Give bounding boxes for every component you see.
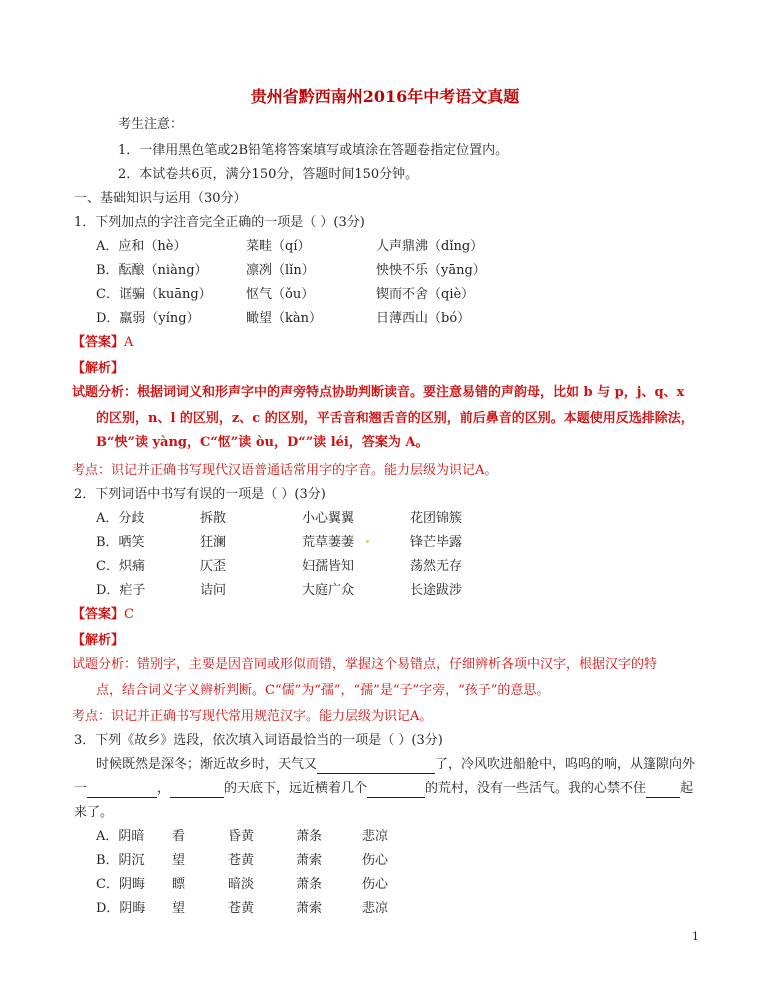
- q1-option-b-col1: B．酝酿（niàng）: [96, 263, 208, 278]
- q3-option-d-col2: 望: [172, 901, 186, 916]
- q2-analysis-label: 【解析】: [72, 633, 125, 648]
- q2-analysis-line-2: 点，结合词义字义辨析判断。C“儒”为“孺”，“孺”是“子”字旁，“孩子”的意思。: [96, 683, 550, 698]
- q2-option-a-col2: 拆散: [200, 511, 227, 526]
- notice-item-1: 1．一律用黑色笔或2B铅笔将答案填写或填涂在答题卷指定位置内。: [118, 143, 509, 158]
- q3-option-c-col2: 瞟: [172, 877, 186, 892]
- q3-option-c-col5: 伤心: [362, 877, 389, 892]
- q1-option-a-col2: 菜畦（qí）: [246, 239, 311, 254]
- q3-option-a-col3: 昏黄: [228, 829, 255, 844]
- q1-option-d-col3: 日薄西山（bó）: [376, 311, 471, 326]
- q2-option-c-col1: C．炽痛: [96, 559, 145, 574]
- q2-option-b-col3: 荒草萋萋: [302, 535, 355, 550]
- page-title: 贵州省黔西南州2016年中考语文真题: [250, 87, 520, 106]
- q3-passage-line-3: 来了。: [74, 805, 114, 820]
- q2-option-d-col3: 大庭广众: [302, 583, 355, 598]
- q2-option-a-col4: 花团锦簇: [410, 511, 463, 526]
- q3-option-b-col5: 伤心: [362, 853, 389, 868]
- q3-option-a-col2: 看: [172, 829, 186, 844]
- q3-option-b-col3: 苍黄: [228, 853, 255, 868]
- q2-option-d-col1: D．疟子: [96, 583, 146, 598]
- q2-option-a-col3: 小心翼翼: [302, 511, 355, 526]
- q1-option-c-col1: C．诓骗（kuāng）: [96, 287, 212, 302]
- q3-option-c-col4: 萧条: [296, 877, 323, 892]
- q3-option-b-col4: 萧索: [296, 853, 323, 868]
- q3-passage-text: 时候既然是深冬；渐近故乡时，天气又: [96, 757, 318, 772]
- q1-point: 考点：识记并正确书写现代汉语普通话常用字的字音。能力层级为识记A。: [72, 463, 498, 478]
- q1-analysis-label: 【解析】: [72, 361, 125, 376]
- q3-option-b-col2: 望: [172, 853, 186, 868]
- q2-option-d-col2: 诘问: [200, 583, 227, 598]
- question-1-stem: 1．下列加点的字注音完全正确的一项是（ ）(3分): [74, 215, 365, 230]
- q3-passage-text: 一: [74, 781, 88, 796]
- q3-blank-5: [646, 783, 680, 798]
- q1-answer-value: A: [124, 335, 134, 350]
- q2-option-d-col4: 长途跋涉: [410, 583, 463, 598]
- page-number: 1: [692, 930, 699, 943]
- q3-option-a-col4: 萧条: [296, 829, 323, 844]
- q2-option-c-col3: 妇孺皆知: [302, 559, 355, 574]
- q3-option-a-col5: 悲凉: [362, 829, 389, 844]
- q2-point: 考点：识记并正确书写现代常用规范汉字。能力层级为识记A。: [72, 709, 433, 724]
- q3-option-d-col5: 悲凉: [362, 901, 389, 916]
- q3-blank-3: [170, 783, 224, 798]
- q3-passage-line-2: [74, 780, 693, 798]
- q3-passage-line-1: [96, 756, 695, 774]
- q1-analysis-line-2: 的区别，n、l 的区别，z、c 的区别，平舌音和翘舌音的区别，前后鼻音的区别。本题使用反选排除法，: [96, 411, 694, 426]
- q1-analysis-line-3: B“怏”读 yàng，C“怄”读 òu，D“”读 léi，答案为 A。: [96, 435, 429, 450]
- q3-blank-2: [87, 783, 157, 798]
- q2-option-b-col4: 锋芒毕露: [410, 535, 463, 550]
- q3-blank-1: [317, 759, 435, 774]
- q3-passage-text: 的天底下，远近横着几个: [224, 781, 368, 796]
- q1-option-c-col2: 怄气（ǒu）: [246, 287, 315, 302]
- notice-heading: 考生注意：: [118, 117, 184, 132]
- section-heading: 一、基础知识与运用（30分）: [74, 191, 247, 206]
- notice-item-2: 2．本试卷共6页，满分150分，答题时间150分钟。: [118, 167, 419, 182]
- q2-option-a-col1: A．分歧: [96, 511, 145, 526]
- q3-option-c-col1: C．阴晦: [96, 877, 145, 892]
- q3-option-d-col1: D．阴晦: [96, 901, 146, 916]
- q3-passage-text: 起: [680, 781, 694, 796]
- q2-answer-value: C: [124, 607, 134, 622]
- q1-option-a-col1: A．应和（hè）: [96, 239, 187, 254]
- q3-passage-text: 了，冷风吹进船舱中，呜呜的响，从篷隙向外: [435, 757, 696, 772]
- q1-option-b-col2: 凛冽（lǐn）: [246, 263, 315, 278]
- q3-option-c-col3: 暗淡: [228, 877, 255, 892]
- q3-passage-text: ，: [157, 781, 171, 796]
- q2-option-b-col2: 狂澜: [200, 535, 227, 550]
- q2-option-c-col4: 荡然无存: [410, 559, 463, 574]
- q3-option-d-col4: 萧索: [296, 901, 323, 916]
- q3-blank-4: [367, 783, 425, 798]
- q1-option-d-col1: D．羸弱（yíng）: [96, 311, 200, 326]
- q3-option-d-col3: 苍黄: [228, 901, 255, 916]
- q3-passage-text: 的荒村，没有一些活气。我的心禁不住: [425, 781, 647, 796]
- q2-answer: [72, 606, 134, 624]
- q1-answer-label: 【答案】: [72, 335, 125, 350]
- q2-answer-label: 【答案】: [72, 607, 125, 622]
- q3-option-a-col1: A．阴暗: [96, 829, 145, 844]
- q2-option-b-col1: B．哂笑: [96, 535, 145, 550]
- q1-analysis-line-1: 试题分析：根据词词义和形声字中的声旁特点协助判断读音。要注意易错的声韵母，比如 b 与 p，j、q、x: [72, 385, 685, 400]
- q1-option-b-col3: 怏怏不乐（yāng）: [376, 263, 486, 278]
- q1-answer: [72, 334, 133, 352]
- q3-option-b-col1: B．阴沉: [96, 853, 145, 868]
- q2-analysis-line-1: 试题分析：错别字，主要是因音同或形似而错，掌握这个易错点，仔细辨析各项中汉字，根据汉字的特: [72, 657, 658, 672]
- question-2-stem: 2．下列词语中书写有误的一项是（ ）(3分): [74, 487, 326, 502]
- q1-option-a-col3: 人声鼎沸（dǐng）: [376, 239, 484, 254]
- stray-mark: [366, 540, 369, 543]
- question-3-stem: 3．下列《故乡》选段，依次填入词语最恰当的一项是（ ）(3分): [74, 733, 443, 748]
- q1-option-d-col2: 瞰望（kàn）: [246, 311, 323, 326]
- q1-option-c-col3: 锲而不舍（qiè）: [376, 287, 475, 302]
- q2-option-c-col2: 仄歪: [200, 559, 227, 574]
